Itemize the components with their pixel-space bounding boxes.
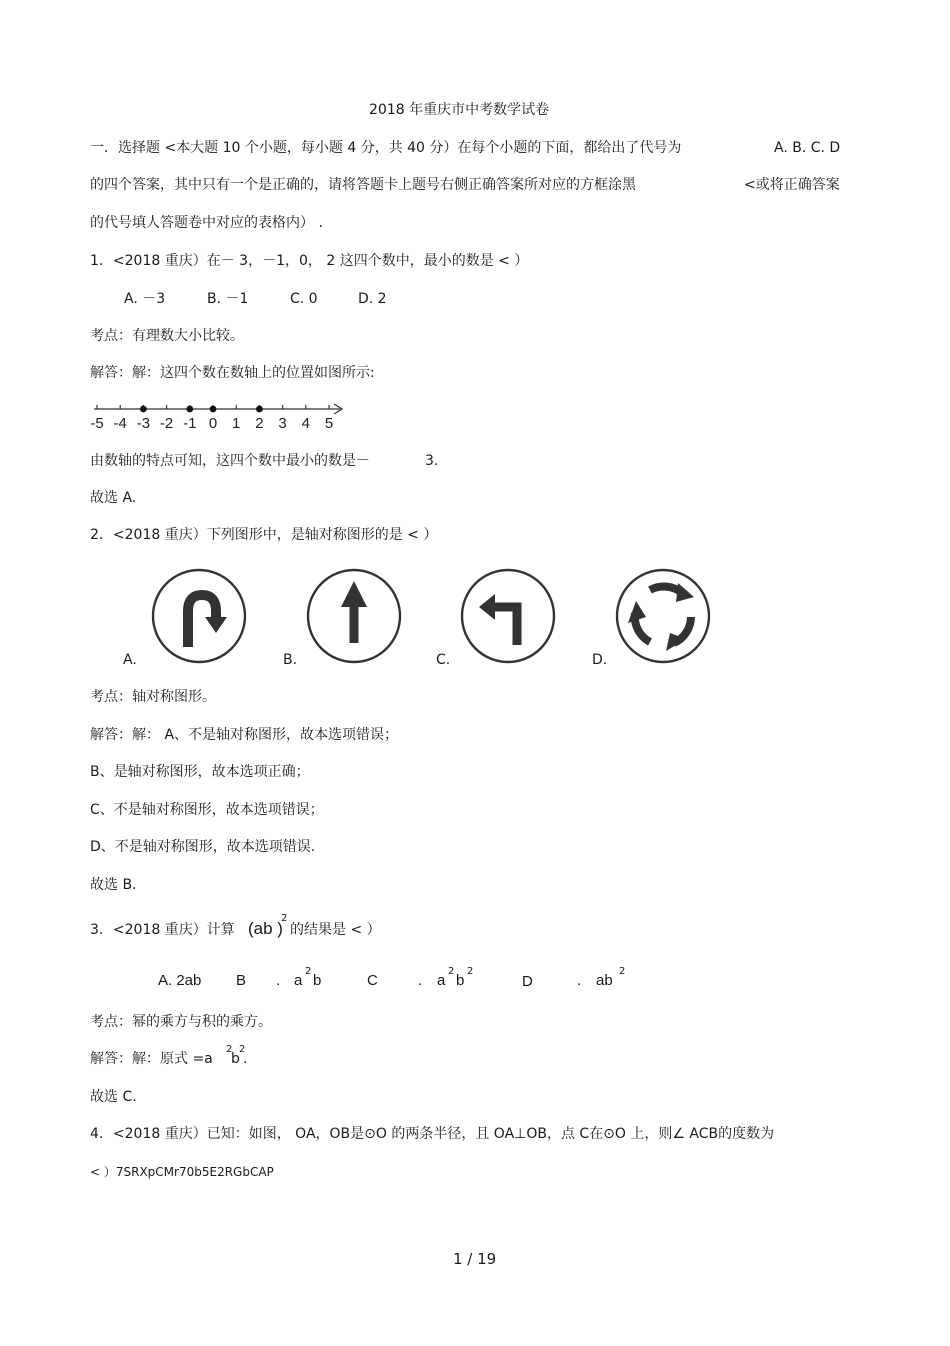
q3-jieda-exponent-2: 2: [239, 1044, 246, 1055]
q3-option-c-label: C: [367, 972, 378, 989]
number-line-tick-label: -3: [136, 415, 151, 432]
q3-stem-post: 的结果是 < ）: [290, 922, 381, 938]
q3-stem-expression: (ab ): [248, 919, 283, 938]
q2-figure-label-c: C.: [436, 652, 451, 668]
q1-option-d: D. 2: [358, 291, 387, 307]
q2-figure-label-a: A.: [123, 652, 137, 668]
q1-stem: 1．<2018 重庆）在－ 3，－1，0， 2 这四个数中，最小的数是 < ）: [90, 253, 529, 269]
q1-option-b: B. －1: [207, 291, 249, 307]
turn-left-sign-icon: [459, 567, 557, 665]
q3-option-d-exponent: 2: [619, 966, 626, 977]
q4-stem: 4．<2018 重庆）已知：如图， OA，OB是⊙O 的两条半径，且 OA⊥OB，点 C在⊙O 上，则∠ ACB的度数为: [90, 1126, 775, 1142]
section-intro-line-2-tail: <或将正确答案: [744, 177, 840, 193]
q3-option-d-label: D: [522, 973, 533, 990]
q3-jieda-b: b: [231, 1051, 240, 1067]
q2-b-line: B、是轴对称图形，故本选项正确；: [90, 764, 310, 780]
q3-stem-pre: 3．<2018 重庆）计算: [90, 922, 235, 938]
q3-option-b-exponent: 2: [305, 966, 312, 977]
q1-conclusion: 由数轴的特点可知，这四个数中最小的数是－: [90, 453, 370, 469]
q1-kaodian: 考点：有理数大小比较。: [90, 328, 244, 344]
q1-answer: 故选 A.: [90, 490, 137, 506]
number-line-tick-label: 3: [278, 415, 287, 432]
page-number: 1 / 19: [453, 1250, 497, 1268]
q3-option-b-b: b: [313, 972, 322, 989]
number-line-tick-label: -5: [90, 415, 104, 432]
number-line-tick-label: -2: [159, 415, 174, 432]
q3-stem-exponent: 2: [281, 913, 288, 924]
q2-figure-label-d: D.: [592, 652, 608, 668]
q4-stem-line-2: < ）7SRXpCMr70b5E2RGbCAP: [90, 1165, 274, 1179]
page-title: 2018 年重庆市中考数学试卷: [369, 102, 550, 118]
q3-option-c-exponent-1: 2: [448, 966, 455, 977]
q3-option-b-dot: .: [276, 972, 281, 989]
number-line-point: [210, 406, 217, 413]
section-intro-line-2: 的四个答案，其中只有一个是正确的，请将答题卡上题号右侧正确答案所对应的方框涂黑: [90, 177, 636, 193]
q2-jieda: 解答：解： A、不是轴对称图形，故本选项错误；: [90, 727, 399, 743]
q3-option-b-a: a: [294, 972, 303, 989]
q3-kaodian: 考点：幂的乘方与积的乘方。: [90, 1014, 272, 1030]
q1-option-c: C. 0: [290, 291, 318, 307]
number-line-tick-label: 2: [255, 415, 264, 432]
u-turn-right-sign-icon: [150, 567, 248, 665]
q3-option-c-a: a: [437, 972, 446, 989]
q3-option-c-b: b: [456, 972, 465, 989]
q3-option-d-base: ab: [596, 972, 613, 989]
section-intro-line-3: 的代号填人答题卷中对应的表格内） .: [90, 215, 323, 231]
q3-option-d-dot: .: [577, 972, 582, 989]
number-line-tick-label: 4: [301, 415, 310, 432]
q3-option-c-dot: .: [418, 972, 423, 989]
q2-figure-label-b: B.: [283, 652, 298, 668]
q3-answer: 故选 C.: [90, 1089, 137, 1105]
q1-option-a: A. －3: [124, 291, 166, 307]
section-intro-options: A. B. C. D: [774, 140, 841, 156]
q2-stem: 2．<2018 重庆）下列图形中，是轴对称图形的是 < ）: [90, 527, 438, 543]
number-line-tick-label: 0: [208, 415, 218, 432]
roundabout-sign-icon: [614, 567, 712, 665]
q3-option-b-label: B: [236, 972, 247, 989]
q2-kaodian: 考点：轴对称图形。: [90, 689, 216, 705]
number-line-point: [140, 406, 147, 413]
q3-jieda-exponent-1: 2: [226, 1044, 233, 1055]
q3-option-a: A. 2ab: [158, 972, 202, 989]
q3-option-c-exponent-2: 2: [467, 966, 474, 977]
straight-arrow-sign-icon: [305, 567, 403, 665]
q1-conclusion-value: 3.: [425, 453, 439, 469]
number-line-tick-label: -1: [183, 415, 197, 432]
number-line-tick-label: 1: [232, 415, 241, 432]
q3-jieda: 解答：解：原式 =a: [90, 1051, 213, 1067]
q2-d-line: D、不是轴对称图形，故本选项错误.: [90, 839, 316, 855]
number-line-point: [186, 406, 193, 413]
number-line-tick-label: -4: [113, 415, 127, 432]
q2-answer: 故选 B.: [90, 877, 137, 893]
number-line-point: [256, 406, 263, 413]
q3-jieda-end: .: [243, 1051, 248, 1067]
number-line-tick-label: 5: [324, 415, 334, 432]
section-intro-line-1: 一．选择题 <本大题 10 个小题，每小题 4 分，共 40 分）在每个小题的下面，都给出了代号为: [90, 140, 682, 156]
q1-jieda: 解答：解：这四个数在数轴上的位置如图所示:: [90, 365, 375, 381]
number-line-figure: [86, 397, 356, 435]
q2-c-line: C、不是轴对称图形，故本选项错误；: [90, 802, 324, 818]
